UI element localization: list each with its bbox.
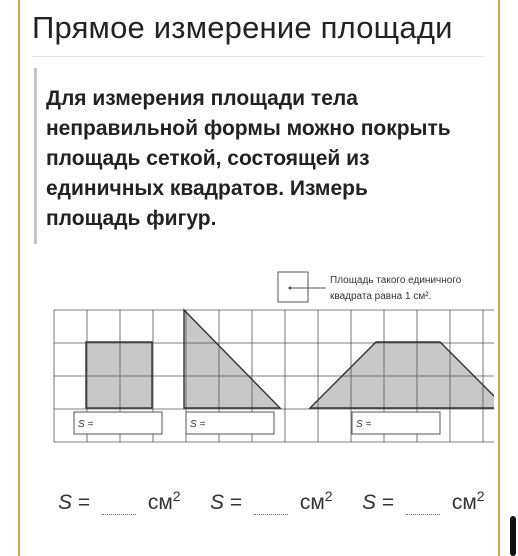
content-card (18, 0, 500, 556)
answer-3-unit: $см^2$ (451, 488, 485, 514)
answer-1-blank[interactable] (102, 494, 136, 515)
legend-text-line1: Площадь такого единичного (330, 275, 462, 286)
answer-3-blank[interactable] (406, 494, 440, 515)
page-title: Прямое измерение площади (32, 10, 453, 45)
shape-trapezoid (310, 342, 494, 408)
grid-figure (34, 266, 494, 446)
title-divider (32, 56, 484, 57)
unit-square (278, 272, 308, 302)
answer-row (54, 488, 494, 528)
answer-1[interactable] (58, 488, 181, 515)
shape-square (86, 342, 152, 408)
answer-box-2-label: S = (190, 419, 206, 430)
answer-2-symbol: S (210, 491, 225, 514)
answer-3-equals: = (381, 491, 395, 514)
answer-3-symbol: S (362, 491, 377, 514)
legend-text-line2: квадрата равна 1 см². (330, 291, 432, 302)
answer-2-unit: $см^2$ (299, 488, 333, 514)
legend-pointer-dot (289, 287, 292, 290)
answer-2-blank[interactable] (254, 494, 288, 515)
task-block (34, 68, 467, 244)
answer-1-equals: = (77, 491, 91, 514)
task-text: Для измерения площади тела неправильной формы можно покрыть площадь сеткой, состоящей из единичных квадратов. Измерь площадь фигур. (46, 87, 451, 230)
answer-1-unit: $см^2$ (147, 488, 181, 514)
answer-2-equals: = (229, 491, 243, 514)
answer-3[interactable] (362, 488, 485, 515)
answer-1-symbol: S (58, 491, 73, 514)
answer-box-1-label: S = (78, 419, 94, 430)
answer-box-3-label: S = (356, 419, 372, 430)
scrollbar[interactable] (510, 516, 516, 556)
answer-2[interactable] (210, 488, 333, 515)
